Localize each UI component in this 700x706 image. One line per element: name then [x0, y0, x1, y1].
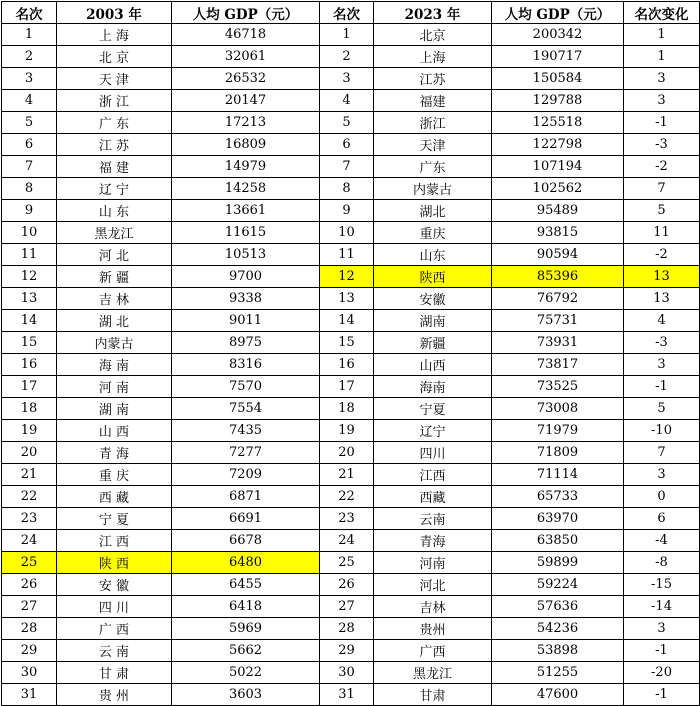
gdp-2023-cell: 71979: [492, 420, 624, 442]
rank-2023-cell: 16: [320, 354, 374, 376]
gdp-2003-cell: 6418: [172, 596, 320, 618]
rank-2023-cell: 9: [320, 200, 374, 222]
rank-2023-cell: 18: [320, 398, 374, 420]
province-2003-cell: 陕 西: [57, 552, 172, 574]
province-2003-cell: 西 藏: [57, 486, 172, 508]
province-2023-cell: 浙江: [374, 112, 492, 134]
rank-2023-cell: 11: [320, 244, 374, 266]
table-row: [2, 530, 700, 552]
rank-change-cell: 3: [624, 354, 700, 376]
gdp-2023-cell: 76792: [492, 288, 624, 310]
rank-change-cell: 6: [624, 508, 700, 530]
rank-2003-cell: 13: [2, 288, 57, 310]
table-row: [2, 420, 700, 442]
table-row: [2, 68, 700, 90]
gdp-2023-cell: 102562: [492, 178, 624, 200]
province-2003-cell: 上 海: [57, 24, 172, 46]
table-row: [2, 222, 700, 244]
gdp-2023-cell: 93815: [492, 222, 624, 244]
table-row: [2, 376, 700, 398]
rank-change-cell: 13: [624, 266, 700, 288]
gdp-2003-cell: 6871: [172, 486, 320, 508]
rank-2023-cell: 22: [320, 486, 374, 508]
province-2003-cell: 广 西: [57, 618, 172, 640]
gdp-2023-cell: 90594: [492, 244, 624, 266]
header-rank-2023: 名次: [320, 2, 374, 24]
province-2003-cell: 山 东: [57, 200, 172, 222]
rank-2003-cell: 3: [2, 68, 57, 90]
rank-change-cell: -3: [624, 332, 700, 354]
province-2023-cell: 甘肃: [374, 684, 492, 706]
gdp-2003-cell: 20147: [172, 90, 320, 112]
province-2023-cell: 河北: [374, 574, 492, 596]
rank-2003-cell: 29: [2, 640, 57, 662]
rank-2023-cell: 4: [320, 90, 374, 112]
province-2023-cell: 青海: [374, 530, 492, 552]
gdp-2003-cell: 8975: [172, 332, 320, 354]
rank-2023-cell: 2: [320, 46, 374, 68]
rank-change-cell: 7: [624, 442, 700, 464]
province-2003-cell: 山 西: [57, 420, 172, 442]
rank-change-cell: -2: [624, 244, 700, 266]
gdp-ranking-table: [1, 1, 700, 706]
province-2003-cell: 湖 北: [57, 310, 172, 332]
province-2023-cell: 海南: [374, 376, 492, 398]
gdp-2003-cell: 9700: [172, 266, 320, 288]
province-2003-cell: 福 建: [57, 156, 172, 178]
gdp-2003-cell: 6691: [172, 508, 320, 530]
rank-2003-cell: 27: [2, 596, 57, 618]
province-2003-cell: 云 南: [57, 640, 172, 662]
province-2003-cell: 河 南: [57, 376, 172, 398]
rank-2023-cell: 30: [320, 662, 374, 684]
rank-2003-cell: 22: [2, 486, 57, 508]
rank-change-cell: 3: [624, 618, 700, 640]
rank-2003-cell: 21: [2, 464, 57, 486]
header-province-2003: 2003 年: [57, 2, 172, 24]
gdp-2023-cell: 200342: [492, 24, 624, 46]
rank-change-cell: -10: [624, 420, 700, 442]
rank-2003-cell: 1: [2, 24, 57, 46]
gdp-2003-cell: 5969: [172, 618, 320, 640]
rank-2023-cell: 29: [320, 640, 374, 662]
gdp-2023-cell: 65733: [492, 486, 624, 508]
rank-2003-cell: 18: [2, 398, 57, 420]
table-row: [2, 46, 700, 68]
province-2023-cell: 四川: [374, 442, 492, 464]
rank-2023-cell: 28: [320, 618, 374, 640]
rank-change-cell: 1: [624, 46, 700, 68]
gdp-2023-cell: 85396: [492, 266, 624, 288]
province-2023-cell: 北京: [374, 24, 492, 46]
rank-2023-cell: 1: [320, 24, 374, 46]
rank-2023-cell: 14: [320, 310, 374, 332]
province-2023-cell: 新疆: [374, 332, 492, 354]
gdp-2003-cell: 6678: [172, 530, 320, 552]
gdp-2003-cell: 14979: [172, 156, 320, 178]
table-row: [2, 354, 700, 376]
gdp-2023-cell: 59899: [492, 552, 624, 574]
rank-change-cell: -4: [624, 530, 700, 552]
gdp-2023-cell: 63970: [492, 508, 624, 530]
gdp-2003-cell: 3603: [172, 684, 320, 706]
rank-2003-cell: 19: [2, 420, 57, 442]
province-2003-cell: 青 海: [57, 442, 172, 464]
gdp-2023-cell: 73008: [492, 398, 624, 420]
rank-2023-cell: 13: [320, 288, 374, 310]
province-2023-cell: 山西: [374, 354, 492, 376]
gdp-2023-cell: 63850: [492, 530, 624, 552]
rank-2003-cell: 7: [2, 156, 57, 178]
table-row: [2, 288, 700, 310]
province-2023-cell: 内蒙古: [374, 178, 492, 200]
rank-2003-cell: 10: [2, 222, 57, 244]
rank-2003-cell: 28: [2, 618, 57, 640]
gdp-2023-cell: 122798: [492, 134, 624, 156]
province-2003-cell: 内蒙古: [57, 332, 172, 354]
gdp-2023-cell: 95489: [492, 200, 624, 222]
table-row: [2, 200, 700, 222]
province-2003-cell: 贵 州: [57, 684, 172, 706]
gdp-2023-cell: 53898: [492, 640, 624, 662]
rank-2023-cell: 21: [320, 464, 374, 486]
province-2023-cell: 山东: [374, 244, 492, 266]
province-2023-cell: 天津: [374, 134, 492, 156]
rank-2003-cell: 26: [2, 574, 57, 596]
gdp-2023-cell: 54236: [492, 618, 624, 640]
rank-2023-cell: 3: [320, 68, 374, 90]
province-2003-cell: 甘 肃: [57, 662, 172, 684]
province-2003-cell: 新 疆: [57, 266, 172, 288]
gdp-2023-cell: 73931: [492, 332, 624, 354]
rank-change-cell: -2: [624, 156, 700, 178]
gdp-2023-cell: 125518: [492, 112, 624, 134]
province-2003-cell: 四 川: [57, 596, 172, 618]
rank-2023-cell: 23: [320, 508, 374, 530]
rank-2023-cell: 7: [320, 156, 374, 178]
province-2003-cell: 安 徽: [57, 574, 172, 596]
gdp-2003-cell: 5662: [172, 640, 320, 662]
province-2003-cell: 湖 南: [57, 398, 172, 420]
gdp-2003-cell: 7277: [172, 442, 320, 464]
gdp-2003-cell: 32061: [172, 46, 320, 68]
rank-change-cell: -15: [624, 574, 700, 596]
rank-change-cell: 3: [624, 68, 700, 90]
province-2003-cell: 黑龙江: [57, 222, 172, 244]
province-2003-cell: 江 苏: [57, 134, 172, 156]
province-2003-cell: 吉 林: [57, 288, 172, 310]
rank-2003-cell: 5: [2, 112, 57, 134]
table-row: [2, 244, 700, 266]
rank-2023-cell: 26: [320, 574, 374, 596]
gdp-2003-cell: 7554: [172, 398, 320, 420]
province-2023-cell: 湖南: [374, 310, 492, 332]
province-2003-cell: 浙 江: [57, 90, 172, 112]
gdp-2003-cell: 7435: [172, 420, 320, 442]
rank-2003-cell: 14: [2, 310, 57, 332]
gdp-2003-cell: 9338: [172, 288, 320, 310]
header-row: [2, 2, 700, 24]
gdp-2023-cell: 75731: [492, 310, 624, 332]
gdp-2003-cell: 6455: [172, 574, 320, 596]
rank-change-cell: -1: [624, 376, 700, 398]
province-2023-cell: 江西: [374, 464, 492, 486]
rank-change-cell: 7: [624, 178, 700, 200]
gdp-2023-cell: 150584: [492, 68, 624, 90]
header-rank-change: 名次变化: [624, 2, 700, 24]
rank-2003-cell: 11: [2, 244, 57, 266]
rank-2003-cell: 30: [2, 662, 57, 684]
rank-2023-cell: 10: [320, 222, 374, 244]
gdp-2003-cell: 14258: [172, 178, 320, 200]
rank-2023-cell: 24: [320, 530, 374, 552]
table-row: [2, 266, 700, 288]
gdp-2023-cell: 73817: [492, 354, 624, 376]
province-2023-cell: 西藏: [374, 486, 492, 508]
province-2003-cell: 北 京: [57, 46, 172, 68]
rank-2003-cell: 24: [2, 530, 57, 552]
header-province-2023: 2023 年: [374, 2, 492, 24]
rank-2003-cell: 12: [2, 266, 57, 288]
table-row: [2, 684, 700, 706]
province-2023-cell: 重庆: [374, 222, 492, 244]
rank-2023-cell: 31: [320, 684, 374, 706]
table-row: [2, 90, 700, 112]
table-row: [2, 596, 700, 618]
province-2003-cell: 天 津: [57, 68, 172, 90]
table-row: [2, 552, 700, 574]
province-2023-cell: 上海: [374, 46, 492, 68]
table-row: [2, 178, 700, 200]
rank-2023-cell: 25: [320, 552, 374, 574]
rank-change-cell: 3: [624, 90, 700, 112]
table-row: [2, 156, 700, 178]
gdp-2023-cell: 190717: [492, 46, 624, 68]
gdp-2003-cell: 9011: [172, 310, 320, 332]
gdp-2023-cell: 129788: [492, 90, 624, 112]
province-2003-cell: 江 西: [57, 530, 172, 552]
rank-2003-cell: 6: [2, 134, 57, 156]
gdp-2023-cell: 51255: [492, 662, 624, 684]
table-row: [2, 574, 700, 596]
province-2023-cell: 云南: [374, 508, 492, 530]
rank-change-cell: 5: [624, 398, 700, 420]
rank-change-cell: 0: [624, 486, 700, 508]
province-2023-cell: 贵州: [374, 618, 492, 640]
table-row: [2, 662, 700, 684]
gdp-2003-cell: 10513: [172, 244, 320, 266]
rank-2023-cell: 17: [320, 376, 374, 398]
rank-2003-cell: 8: [2, 178, 57, 200]
gdp-2023-cell: 71809: [492, 442, 624, 464]
rank-2003-cell: 23: [2, 508, 57, 530]
rank-2003-cell: 4: [2, 90, 57, 112]
rank-2023-cell: 15: [320, 332, 374, 354]
province-2023-cell: 吉林: [374, 596, 492, 618]
province-2023-cell: 陕西: [374, 266, 492, 288]
rank-2023-cell: 12: [320, 266, 374, 288]
rank-change-cell: -3: [624, 134, 700, 156]
rank-2003-cell: 31: [2, 684, 57, 706]
gdp-2003-cell: 7209: [172, 464, 320, 486]
province-2023-cell: 广西: [374, 640, 492, 662]
table-row: [2, 24, 700, 46]
gdp-2003-cell: 17213: [172, 112, 320, 134]
header-gdp-2023: 人均 GDP（元）: [492, 2, 624, 24]
province-2023-cell: 黑龙江: [374, 662, 492, 684]
gdp-2003-cell: 13661: [172, 200, 320, 222]
table-row: [2, 112, 700, 134]
table-row: [2, 398, 700, 420]
table-row: [2, 442, 700, 464]
rank-change-cell: 13: [624, 288, 700, 310]
table-row: [2, 508, 700, 530]
rank-2023-cell: 5: [320, 112, 374, 134]
gdp-2023-cell: 107194: [492, 156, 624, 178]
rank-change-cell: -8: [624, 552, 700, 574]
province-2003-cell: 广 东: [57, 112, 172, 134]
rank-2003-cell: 15: [2, 332, 57, 354]
province-2023-cell: 福建: [374, 90, 492, 112]
gdp-2003-cell: 11615: [172, 222, 320, 244]
province-2023-cell: 安徽: [374, 288, 492, 310]
table-row: [2, 310, 700, 332]
rank-change-cell: 1: [624, 24, 700, 46]
gdp-2003-cell: 16809: [172, 134, 320, 156]
rank-2003-cell: 25: [2, 552, 57, 574]
table-row: [2, 464, 700, 486]
rank-change-cell: 5: [624, 200, 700, 222]
rank-2023-cell: 19: [320, 420, 374, 442]
province-2023-cell: 宁夏: [374, 398, 492, 420]
province-2023-cell: 辽宁: [374, 420, 492, 442]
rank-2003-cell: 16: [2, 354, 57, 376]
rank-change-cell: -14: [624, 596, 700, 618]
rank-2003-cell: 20: [2, 442, 57, 464]
rank-change-cell: -1: [624, 640, 700, 662]
province-2023-cell: 广东: [374, 156, 492, 178]
gdp-2003-cell: 26532: [172, 68, 320, 90]
rank-2023-cell: 6: [320, 134, 374, 156]
rank-2003-cell: 17: [2, 376, 57, 398]
gdp-2023-cell: 59224: [492, 574, 624, 596]
rank-2003-cell: 9: [2, 200, 57, 222]
rank-change-cell: -20: [624, 662, 700, 684]
table-row: [2, 640, 700, 662]
gdp-2003-cell: 8316: [172, 354, 320, 376]
gdp-2023-cell: 57636: [492, 596, 624, 618]
gdp-2023-cell: 73525: [492, 376, 624, 398]
gdp-2003-cell: 6480: [172, 552, 320, 574]
rank-change-cell: 4: [624, 310, 700, 332]
rank-2023-cell: 27: [320, 596, 374, 618]
rank-change-cell: 11: [624, 222, 700, 244]
province-2003-cell: 辽 宁: [57, 178, 172, 200]
table-row: [2, 332, 700, 354]
province-2023-cell: 河南: [374, 552, 492, 574]
province-2023-cell: 江苏: [374, 68, 492, 90]
rank-2023-cell: 20: [320, 442, 374, 464]
rank-2023-cell: 8: [320, 178, 374, 200]
rank-2003-cell: 2: [2, 46, 57, 68]
gdp-2003-cell: 7570: [172, 376, 320, 398]
rank-change-cell: -1: [624, 112, 700, 134]
province-2023-cell: 湖北: [374, 200, 492, 222]
rank-change-cell: -1: [624, 684, 700, 706]
table-row: [2, 618, 700, 640]
header-rank-2003: 名次: [2, 2, 57, 24]
rank-change-cell: 3: [624, 464, 700, 486]
province-2003-cell: 宁 夏: [57, 508, 172, 530]
gdp-2023-cell: 47600: [492, 684, 624, 706]
gdp-2003-cell: 5022: [172, 662, 320, 684]
province-2003-cell: 重 庆: [57, 464, 172, 486]
province-2003-cell: 海 南: [57, 354, 172, 376]
table-row: [2, 134, 700, 156]
gdp-2003-cell: 46718: [172, 24, 320, 46]
table-row: [2, 486, 700, 508]
gdp-2023-cell: 71114: [492, 464, 624, 486]
header-gdp-2003: 人均 GDP（元）: [172, 2, 320, 24]
province-2003-cell: 河 北: [57, 244, 172, 266]
